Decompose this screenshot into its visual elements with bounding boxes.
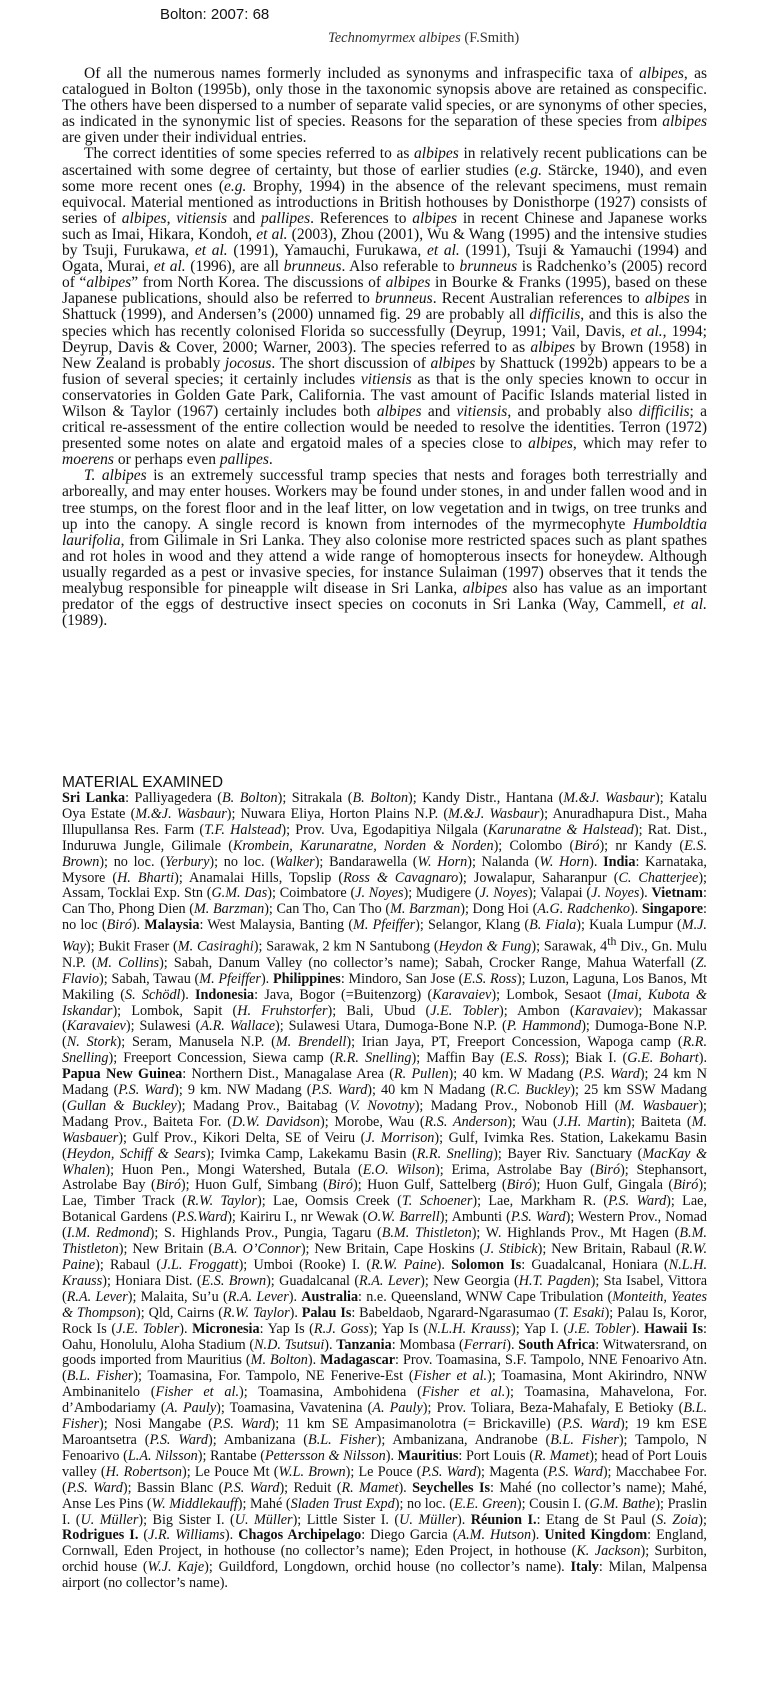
material-examined-heading: MATERIAL EXAMINED: [62, 774, 224, 791]
taxon-name: Technomyrmex albipes: [328, 30, 461, 46]
paragraph-biology: T. albipes is an extremely successful tramp species that nests and forages both terrestrially and arboreally, and may enter houses. Workers may be found under stones, in and under fallen wood and in tree stumps, on the forest floor and in the leaf litter, on low vegetation and in twigs, on tree trunks and up into the canopy. A single record is known from internodes of the myrmecophyte Humboldtia laurifolia, from Gilimale in Sri Lanka. They also colonise more restricted spaces such as plant spathes and rot holes in wood and they attend a wide range of homopterous insects for honeydew. Although usually regarded as a pest or invasive species, for instance Sulaiman (1997) observes that it tends the mealybug responsible for pineapple wilt disease in Sri Lanka, albipes also has value as an important predator of the eggs of destructive insect species on coconuts in Sri Lanka (Way, Cammell, et al. (1989).: [62, 467, 707, 630]
material-examined-list: Sri Lanka: Palliyagedera (B. Bolton); Sitrakala (B. Bolton); Kandy Distr., Hantana (M.&J. Wasbaur); Katalu Oya Estate (M.&J. Wasbaur); Nuwara Eliya, Horton Plains N.P. (M.&J. Wasbaur); Anuradhapura Dist., Maha Illupullansa Res. Farm (T.F. Halstead); Prov. Uva, Egodapitiya Nilgala (Karunaratne & Halstead); Rat. Dist., Induruwa Jungle, Gilimale (Krombein, Karunaratne, Norden & Norden); Colombo (Biró); nr Kandy (E.S. Brown); no loc. (Yerbury); no loc. (Walker); Bandarawella (W. Horn); Nalanda (W. Horn). India: Karnataka, Mysore (H. Bharti); Anamalai Hills, Topslip (Ross & Cavagnaro); Jowalapur, Saharanpur (C. Chatterjee); Assam, Tocklai Exp. Stn (G.M. Das); Coimbatore (J. Noyes); Mudigere (J. Noyes); Valapai (J. Noyes). Vietnam: Can Tho, Phong Dien (M. Barzman); Can Tho, Can Tho (M. Barzman); Dong Hoi (A.G. Radchenko). Singapore: no loc (Biró). Malaysia: West Malaysia, Banting (M. Pfeiffer); Selangor, Klang (B. Fiala); Kuala Lumpur (M.J. Way); Bukit Fraser (M. Casiraghi); Sarawak, 2 km N Santubong (Heydon & Fung); Sarawak, 4th Div., Gn. Mulu N.P. (M. Collins); Sabah, Danum Valley (no collector’s name); Sabah, Crocker Range, Mahua Waterfall (Z. Flavio); Sabah, Tawau (M. Pfeiffer). Philippines: Mindoro, San Jose (E.S. Ross); Luzon, Laguna, Los Banos, Mt Makiling (S. Schödl). Indonesia: Java, Bogor (=Buitenzorg) (Karavaiev); Lombok, Sesaot (Imai, Kubota & Iskandar); Lombok, Sapit (H. Fruhstorfer); Bali, Ubud (J.E. Tobler); Ambon (Karavaiev); Makassar (Karavaiev); Sulawesi (A.R. Wallace); Sulawesi Utara, Dumoga-Bone N.P. (P. Hammond); Dumoga-Bone N.P. (N. Stork); Seram, Manusela N.P. (M. Brendell); Irian Jaya, PT, Freeport Concession, Wapoga camp (R.R. Snelling); Freeport Concession, Siewa camp (R.R. Snelling); Maffin Bay (E.S. Ross); Biak I. (G.E. Bohart). Papua New Guinea: Northern Dist., Managalase Area (R. Pullen); 40 km. W Madang (P.S. Ward); 24 km N Madang (P.S. Ward); 9 km. NW Madang (P.S. Ward); 40 km N Madang (R.C. Buckley); 25 km SSW Madang (Gullan & Buckley); Madang Prov., Baitabag (V. Novotny); Madang Prov., Nobonob Hill (M. Wasbauer); Madang Prov., Baiteta For. (D.W. Davidson); Morobe, Wau (R.S. Anderson); Wau (J.H. Martin); Baiteta (M. Wasbauer); Gulf Prov., Kikori Delta, SE of Veiru (J. Morrison); Gulf, Ivimka Res. Station, Lakekamu Basin (Heydon, Schiff & Sears); Ivimka Camp, Lakekamu Basin (R.R. Snelling); Bayer Riv. Sanctuary (MacKay & Whalen); Huon Pen., Mongi Watershed, Butala (E.O. Wilson); Erima, Astrolabe Bay (Biró); Stephansort, Astrolabe Bay (Biró); Huon Gulf, Simbang (Biró); Huon Gulf, Sattelberg (Biró); Huon Gulf, Gingala (Biró); Lae, Timber Track (R.W. Taylor); Lae, Oomsis Creek (T. Schoener); Lae, Markham R. (P.S. Ward); Lae, Botanical Gardens (P.S.Ward); Kairiru I., nr Wewak (O.W. Barrell); Ambunti (P.S. Ward); Western Prov., Nomad (I.M. Redmond); S. Highlands Prov., Pungia, Tagaru (B.M. Thistleton); W. Highlands Prov., Mt Hagen (B.M. Thistleton); New Britain (B.A. O’Connor); New Britain, Cape Hoskins (J. Stibick); New Britain, Rabaul (R.W. Paine); Rabaul (J.L. Froggatt); Umboi (Rooke) I. (R.W. Paine). Solomon Is: Guadalcanal, Honiara (N.L.H. Krauss); Honiara Dist. (E.S. Brown); Guadalcanal (R.A. Lever); New Georgia (H.T. Pagden); Sta Isabel, Vittora (R.A. Lever); Malaita, Su’u (R.A. Lever). Australia: n.e. Queensland, WNW Cape Tribulation (Monteith, Yeates & Thompson); Qld, Cairns (R.W. Taylor). Palau Is: Babeldaob, Ngarard-Ngarasumao (T. Esaki); Palau Is, Koror, Rock Is (J.E. Tobler). Micronesia: Yap Is (R.J. Goss); Yap Is (N.L.H. Krauss); Yap I. (J.E. Tobler). Hawaii Is: Oahu, Honolulu, Aloha Stadium (N.D. Tsutsui). Tanzania: Mombasa (Ferrari). South Africa: Witwatersrand, on goods imported from Mauritius (M. Bolton). Madagascar: Prov. Toamasina, S.F. Tampolo, NNE Fenoarivo Atn. (B.L. Fisher); Toamasina, For. Tampolo, NE Fenerive-Est (Fisher et al.); Toamasina, Mont Akirindro, NNW Ambinanitelo (Fisher et al.); Toamasina, Ambohidena (Fisher et al.); Toamasina, Mahavelona, For. d’Ambodariamy (A. Pauly); Toamasina, Vavatenina (A. Pauly); Prov. Toliara, Beza-Mahafaly, E Betioky (B.L. Fisher); Nosi Mangabe (P.S. Ward); 11 km SE Ampasimanolotra (= Brickaville) (P.S. Ward); 19 km ESE Maroantsetra (P.S. Ward); Ambanizana (B.L. Fisher); Ambanizana, Andranobe (B.L. Fisher); Tampolo, N Fenoarivo (L.A. Nilsson); Rantabe (Pettersson & Nilsson). Mauritius: Port Louis (R. Mamet); head of Port Louis valley (H. Robertson); Le Pouce Mt (W.L. Brown); Le Pouce (P.S. Ward); Magenta (P.S. Ward); Macchabee For. (P.S. Ward); Bassin Blanc (P.S. Ward); Reduit (R. Mamet). Seychelles Is: Mahé (no collector’s name); Mahé, Anse Les Pins (W. Middlekauff); Mahé (Sladen Trust Expd); no loc. (E.E. Green); Cousin I. (G.M. Bathe); Praslin I. (U. Müller); Big Sister I. (U. Müller); Little Sister I. (U. Müller). Réunion I.: Etang de St Paul (S. Zoia); Rodrigues I. (J.R. Williams). Chagos Archipelago: Diego Garcia (A.M. Hutson). United Kingdom: England, Cornwall, Eden Project, in hothouse (no collector’s name); Eden Project, in hothouse (K. Jackson); Surbiton, orchid house (W.J. Kaje); Guildford, Longdown, orchid house (no collector’s name). Italy: Milan, Malpensa airport (no collector’s name).: [62, 790, 708, 1592]
body-text: [62, 66, 707, 629]
taxon-header: [328, 30, 519, 47]
paragraph-identities: The correct identities of some species referred to as albipes in relatively recent publications can be ascertained with some degree of certainty, but those of earlier studies (e.g. Stärcke, 1940), and even some more recent ones (e.g. Brophy, 1994) in the absence of the relevant specimens, must remain equivocal. Material mentioned as introductions in British hothouses by Donisthorpe (1927) consists of series of albipes, vitiensis and pallipes. References to albipes in recent Chinese and Japanese works such as Imai, Hikara, Kondoh, et al. (2003), Zhou (2001), Wu & Wang (1995) and the intensive studies by Tsuji, Furukawa, et al. (1991), Yamauchi, Furukawa, et al. (1991), Tsuji & Yamauchi (1994) and Ogata, Murai, et al. (1996), are all brunneus. Also referable to brunneus is Radchenko’s (2005) record of “albipes” from North Korea. The discussions of albipes in Bourke & Franks (1995), based on these Japanese publications, should also be referred to brunneus. Recent Australian references to albipes in Shattuck (1999), and Andersen’s (2000) unnamed fig. 29 are probably all difficilis, and this is also the species which has recently colonised Florida so successfully (Deyrup, 1991; Vail, Davis, et al., 1994; Deyrup, Davis & Cover, 2000; Warner, 2003). The species referred to as albipes by Brown (1958) in New Zealand is probably jocosus. The short discussion of albipes by Shattuck (1992b) appears to be a fusion of several species; it certainly includes vitiensis as that is the only species known to occur in conservatories in Golden Gate Park, California. The vast amount of Pacific Islands material listed in Wilson & Taylor (1967) certainly includes both albipes and vitiensis, and probably also difficilis; a critical re-assessment of the entire collection would be needed to resolve the identities. Terron (1972) presented some notes on alate and ergatoid males of a species close to albipes, which may refer to moerens or perhaps even pallipes.: [62, 145, 708, 469]
citation-header: Bolton: 2007: 68: [160, 6, 270, 23]
taxon-author: (F.Smith): [464, 30, 520, 46]
paragraph-synonyms: Of all the numerous names formerly included as synonyms and infraspecific taxa of albipes, as catalogued in Bolton (1995b), only those in the taxonomic synopsis above are retained as conspecific. The others have been dispersed to a number of separate valid species, or are synonyms of other species, as indicated in the synonymic list of species. Reasons for the separation of these species from albipes are given under their individual entries.: [62, 65, 707, 147]
